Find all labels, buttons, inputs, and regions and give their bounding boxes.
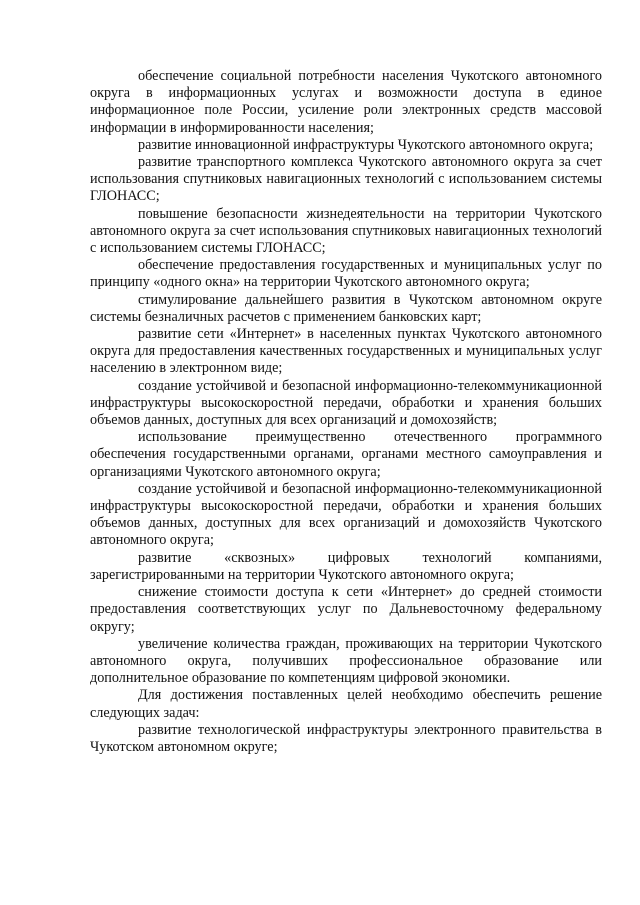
paragraph: развитие технологической инфраструктуры электронного правительства в Чукотском автономном округе; [90, 721, 602, 755]
paragraph: развитие инновационной инфраструктуры Чукотского автономного округа; [138, 136, 594, 153]
paragraph: обеспечение предоставления государственных и муниципальных услуг по принципу «одного окна» на территории Чукотского автономного округа; [90, 257, 602, 291]
paragraph: обеспечение социальной потребности населения Чукотского автономного округа в информационных услугах и возможности доступа в единое информационное поле России, усиление роли электронных средств массовой информации в информированности населения; [90, 68, 602, 136]
paragraph: увеличение количества граждан, проживающих на территории Чукотского автономного округа, получивших профессиональное образование или дополнительное образование по компетенциям цифровой экономики. [90, 635, 602, 687]
paragraph: создание устойчивой и безопасной информационно-телекоммуникационной инфраструктуры высокоскоростной передачи, обработки и хранения больших объемов данных, доступных для всех организаций и домохозяйств Чукотского автономного округа; [90, 480, 602, 549]
paragraph: повышение безопасности жизнедеятельности на территории Чукотского автономного округа за счет использования спутниковых навигационных технологий с использованием системы ГЛОНАСС; [90, 205, 602, 257]
paragraph: развитие транспортного комплекса Чукотского автономного округа за счет использования спутниковых навигационных технологий с использованием системы ГЛОНАСС; [90, 154, 602, 205]
paragraph: развитие «сквозных» цифровых технологий компаниями, зарегистрированными на территории Чукотского автономного округа; [90, 549, 602, 583]
paragraph: развитие сети «Интернет» в населенных пунктах Чукотского автономного округа для предоставления качественных государственных и муниципальных услуг населению в электронном виде; [90, 326, 602, 377]
paragraph: использование преимущественно отечественного программного обеспечения государственными органами, органами местного самоуправления и организациями Чукотского автономного округа; [90, 429, 602, 480]
paragraph: снижение стоимости доступа к сети «Интернет» до средней стоимости предоставления соответствующих услуг по Дальневосточному федеральному округу; [90, 584, 602, 635]
paragraph: Для достижения поставленных целей необходимо обеспечить решение следующих задач: [90, 687, 602, 721]
paragraph: создание устойчивой и безопасной информационно-телекоммуникационной инфраструктуры высокоскоростной передачи, обработки и хранения больших объемов данных, доступных для всех организаций и домохозяйств; [90, 377, 602, 429]
document-page [90, 68, 602, 756]
paragraph: стимулирование дальнейшего развития в Чукотском автономном округе системы безналичных расчетов с применением банковских карт; [90, 291, 602, 325]
